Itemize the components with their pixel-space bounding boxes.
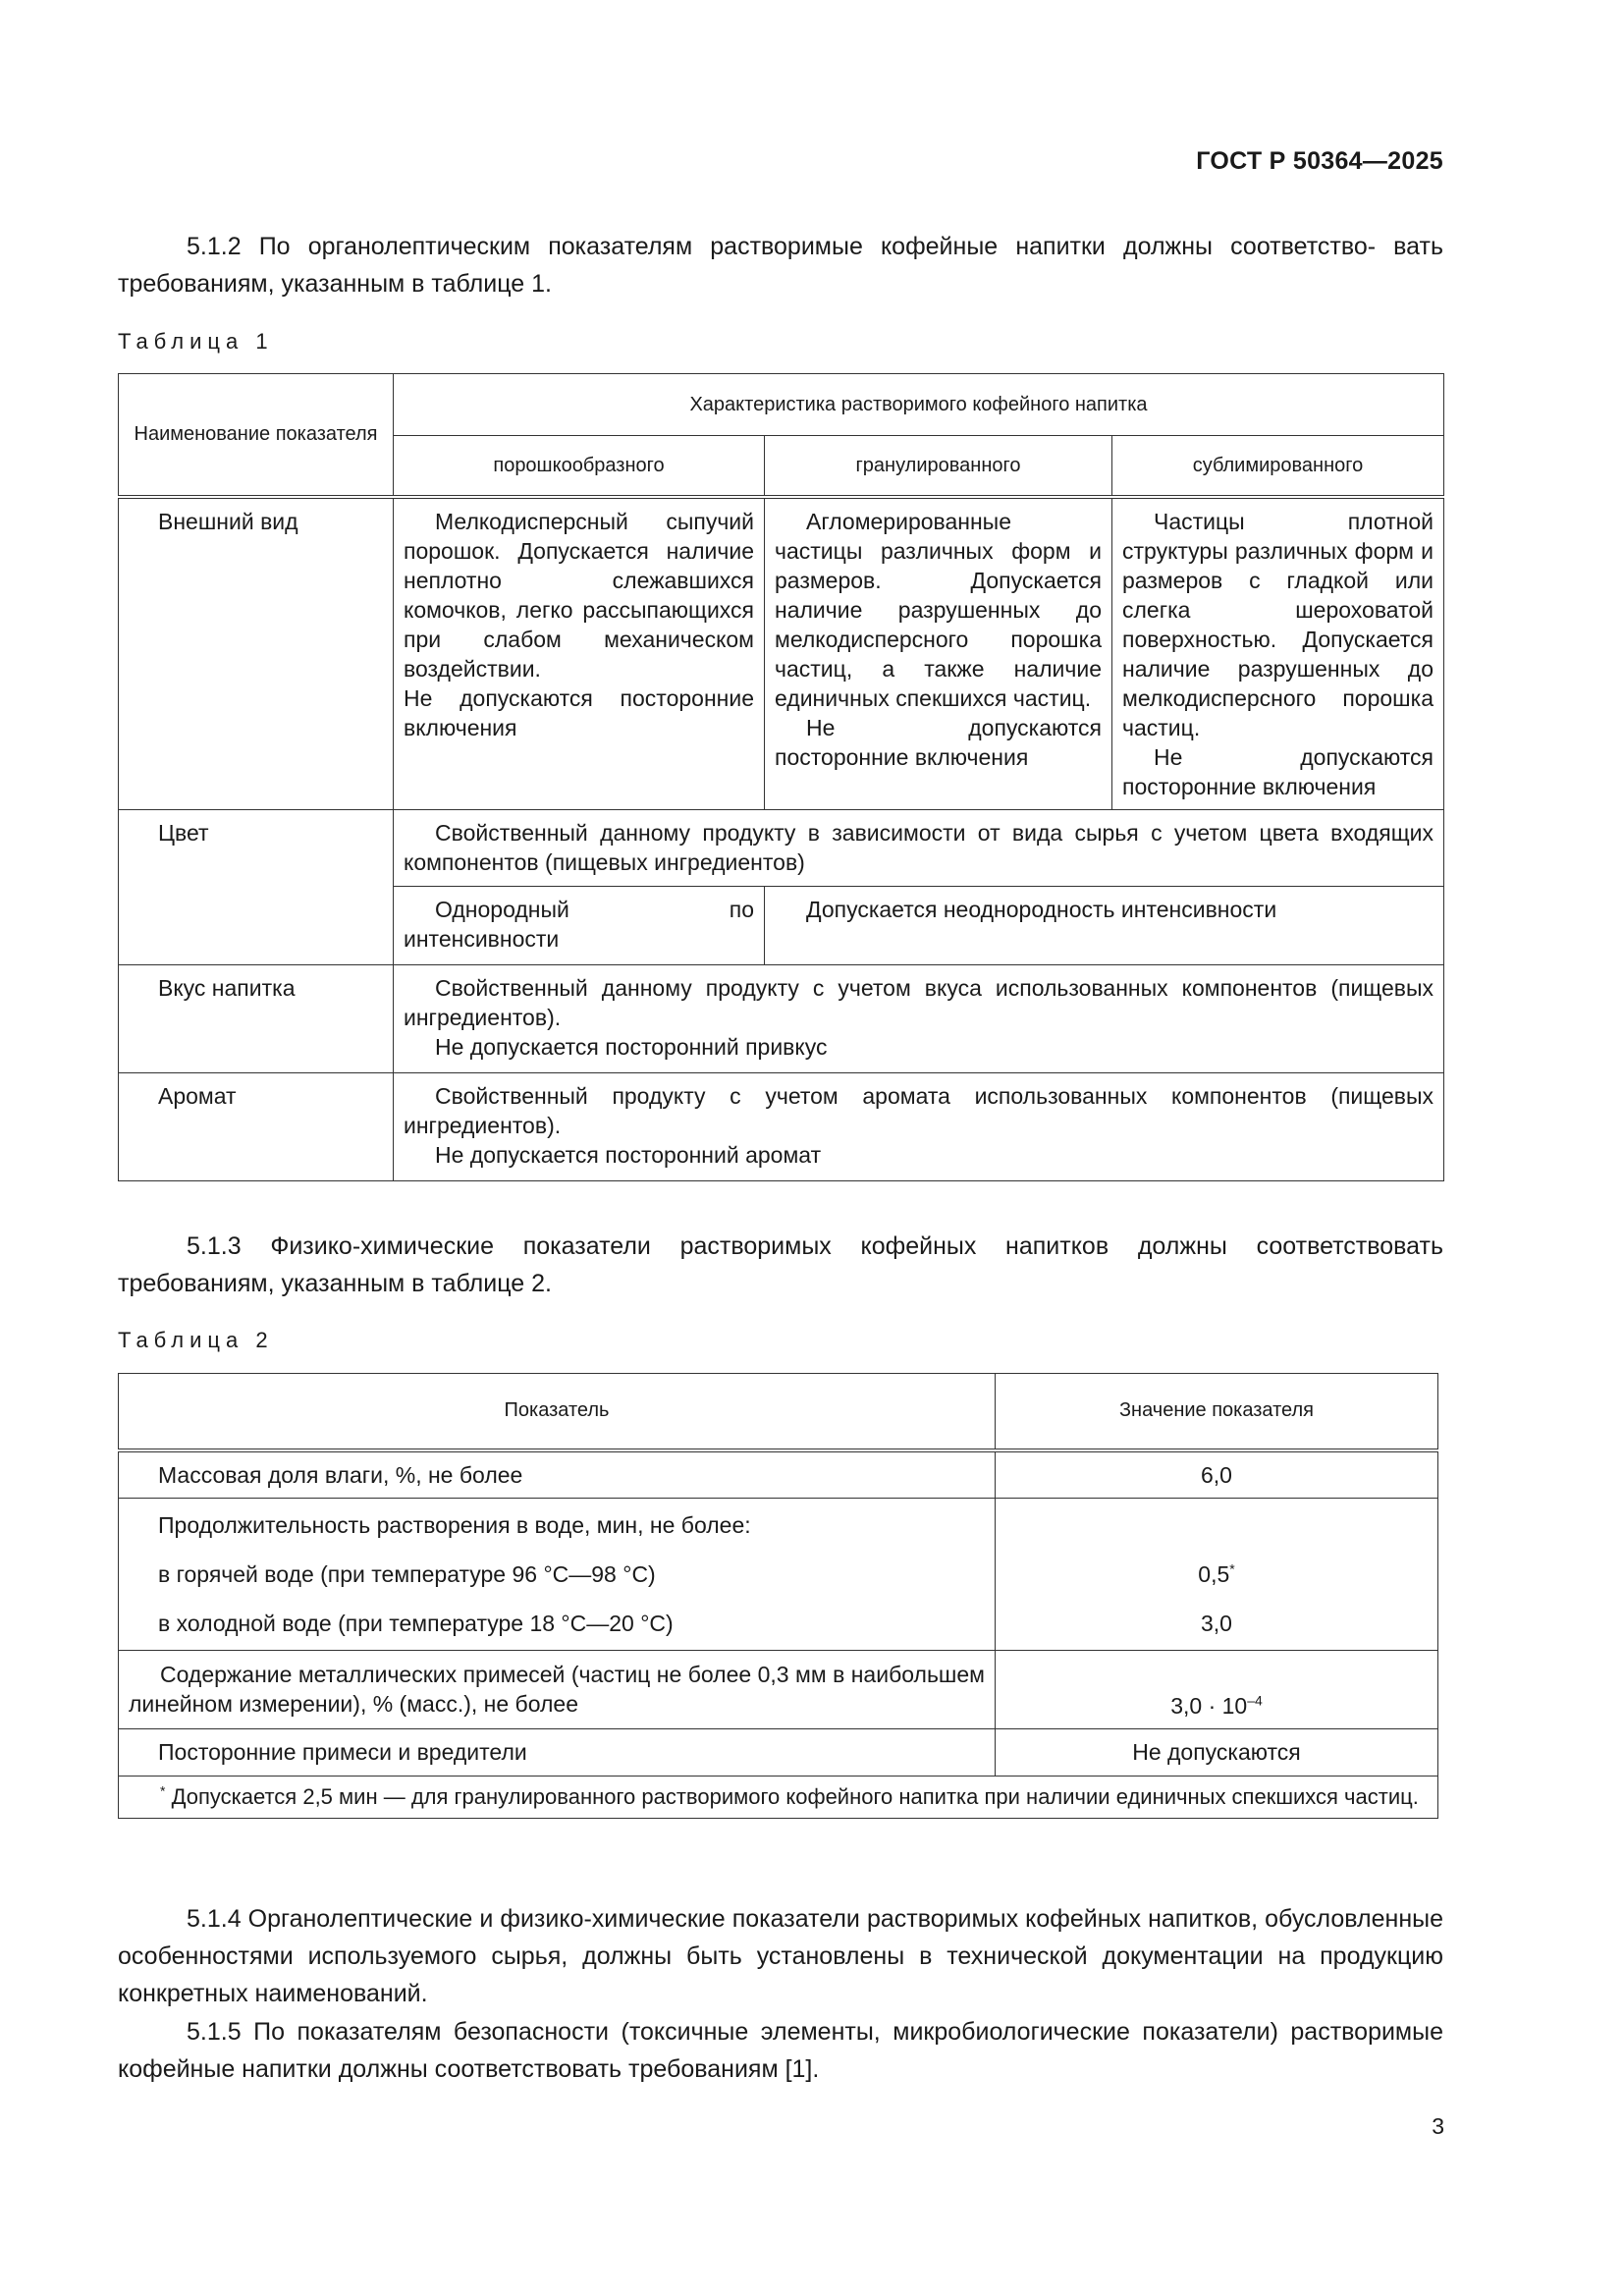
cell-appearance-freeze-dried: Частицы плотной структуры различных форм и размеров с гладкой или слегка шероховатой поверхностью. Допускается наличие разрушенных до мелкодисперсного порошка частиц. Не допускаются посторонние включения [1112,497,1444,810]
cell-appearance-granulated: Агломерированные частицы различных форм и размеров. Допускается наличие разрушенных до мелкодисперсного порошка частиц, а также наличие единичных спекшихся частиц. Не допускаются посторонние включения [765,497,1112,810]
paragraph-5-1-2: 5.1.2 По органолептическим показателям растворимые кофейные напитки должны соответство- вать требованиям, указанным в таблице 1. [118,233,1443,298]
header-indicator: Показатель [119,1374,996,1450]
table-1-caption: Таблица 1 [118,329,274,354]
table-1 [118,373,1444,1181]
page-number: 3 [1432,2113,1444,2139]
table-2-footnote: * Допускается 2,5 мин — для гранулированного растворимого кофейного напитка при наличии единичных спекшихся частиц. [119,1776,1438,1818]
table-2 [118,1373,1438,1819]
foreign-value: Не допускаются [996,1728,1438,1776]
cell-color-others: Допускается неоднородность интенсивности [765,887,1444,965]
header-freeze-dried: сублимированного [1112,436,1444,498]
row-name-color: Цвет [119,810,394,965]
dissolve-hot-value: 0,5* [1198,1559,1235,1587]
paragraph-5-1-3: 5.1.3 Физико-химические показатели растворимых кофейных напитков должны соответствовать требованиям, указанным в таблице 2. [118,1232,1443,1297]
dissolve-label-cell [119,1498,996,1650]
moisture-value: 6,0 [996,1450,1438,1499]
cell-color-common: Свойственный данному продукту в зависимости от вида сырья с учетом цвета входящих компонентов (пищевых ингредиентов) [394,810,1444,887]
row-name-aroma: Аромат [119,1073,394,1181]
document-code: ГОСТ Р 50364—2025 [1196,147,1443,175]
header-value: Значение показателя [996,1374,1438,1450]
paragraph-5-1-4: 5.1.4 Органолептические и физико-химические показатели растворимых кофейных напитков, обусловленные особенностями используемого сырья, должны быть установлены в технической документации на продукцию конкретных наименований. [118,1905,1443,2007]
dissolve-cold-value: 3,0 [1201,1610,1232,1636]
header-characteristic: Характеристика растворимого кофейного напитка [394,374,1444,436]
header-powder: порошкообразного [394,436,765,498]
header-indicator-name: Наименование показателя [119,374,394,498]
cell-color-powder: Однородный по интенсивности [394,887,765,965]
dissolve-hot-label: в горячей воде (при температуре 96 °C—98 °C) [158,1560,656,1587]
dissolve-cold-label: в холодной воде (при температуре 18 °C—20 °C) [158,1610,674,1636]
metal-value: $3,0 \cdot 10^{-4}$ [996,1650,1438,1728]
cell-taste: Свойственный данному продукту с учетом вкуса использованных компонентов (пищевых ингредиентов). Не допускается посторонний привкус [394,965,1444,1073]
row-name-taste: Вкус напитка [119,965,394,1073]
table-2-caption: Таблица 2 [118,1328,274,1352]
dissolve-label: Продолжительность растворения в воде, мин, не более: [158,1511,751,1538]
paragraph-5-1-5: 5.1.5 По показателям безопасности (токсичные элементы, микробиологические показатели) растворимые кофейные напитки должны соответствовать требованиям [1]. [118,2018,1443,2083]
cell-aroma: Свойственный продукту с учетом аромата использованных компонентов (пищевых ингредиентов). Не допускается посторонний аромат [394,1073,1444,1181]
moisture-label: Массовая доля влаги, %, не более [119,1450,996,1499]
row-name-appearance: Внешний вид [119,497,394,810]
cell-appearance-powder: Мелкодисперсный сыпучий порошок. Допускается наличие неплотно слежавшихся комочков, легко рассыпающихся при слабом механическом воздействии. Не допускаются посторонние включения [394,497,765,810]
metal-label: Содержание металлических примесей (частиц не более 0,3 мм в наибольшем линейном измерении), % (масс.), не более [119,1650,996,1728]
dissolve-value-cell [996,1498,1438,1650]
header-granulated: гранулированного [765,436,1112,498]
foreign-label: Посторонние примеси и вредители [119,1728,996,1776]
